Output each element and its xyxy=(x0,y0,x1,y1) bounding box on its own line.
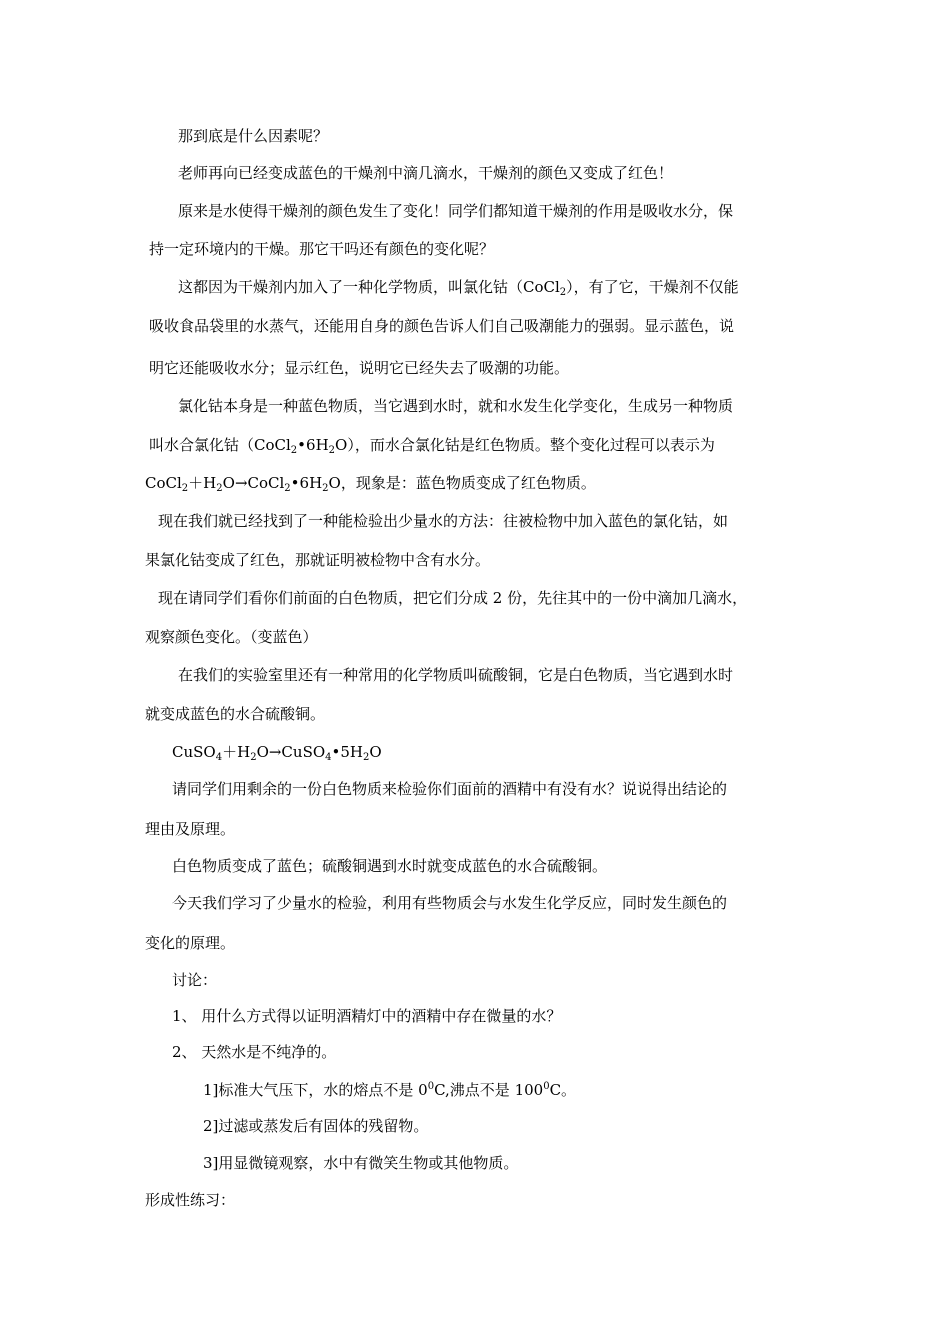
subscript: 4 xyxy=(325,752,332,763)
text-run: ），有了它，干燥剂不仅能 xyxy=(566,278,739,296)
list-item: 2、 天然水是不纯净的。 xyxy=(172,1043,337,1061)
sub-list-item: 2]过滤或蒸发后有固体的残留物。 xyxy=(203,1117,429,1135)
text-line: 在我们的实验室里还有一种常用的化学物质叫硫酸铜，它是白色物质，当它遇到水时 xyxy=(178,666,734,684)
text-line: 现在请同学们看你们前面的白色物质，把它们分成 2 份，先往其中的一份中滴加几滴水， xyxy=(158,589,748,607)
text-line: 吸收食品袋里的水蒸气，还能用自身的颜色告诉人们自己吸潮能力的强弱。显示蓝色，说 xyxy=(149,317,735,335)
subscript: 2 xyxy=(328,445,336,456)
text-line: 观察颜色变化。（变蓝色） xyxy=(145,628,318,646)
text-line: 持一定环境内的干燥。那它干吗还有颜色的变化呢？ xyxy=(149,240,495,258)
text-line: 今天我们学习了少量水的检验，利用有些物质会与水发生化学反应，同时发生颜色的 xyxy=(172,894,728,912)
section-heading: 讨论： xyxy=(172,971,218,989)
text-line: 原来是水使得干燥剂的颜色发生了变化！同学们都知道干燥剂的作用是吸收水分，保 xyxy=(178,202,734,220)
text-line: 就变成蓝色的水合硫酸铜。 xyxy=(145,705,326,723)
text-line: 变化的原理。 xyxy=(145,934,236,952)
text-run: ＋H xyxy=(222,743,251,761)
superscript: 0 xyxy=(543,1081,550,1092)
text-run: •5H xyxy=(331,743,363,761)
text-line xyxy=(149,435,715,455)
list-item: 1、 用什么方式得以证明酒精灯中的酒精中存在微量的水？ xyxy=(172,1007,562,1025)
text-run: 1]标准大气压下，水的熔点不是 0 xyxy=(203,1081,428,1099)
text-line: 老师再向已经变成蓝色的干燥剂中滴几滴水，干燥剂的颜色又变成了红色！ xyxy=(178,164,674,182)
text-line: 果氯化钴变成了红色，那就证明被检物中含有水分。 xyxy=(145,551,491,569)
subscript: 4 xyxy=(215,752,223,763)
text-line: 请同学们用剩余的一份白色物质来检验你们面前的酒精中有没有水？说说得出结论的 xyxy=(172,780,728,798)
text-run: CoCl xyxy=(145,474,182,492)
subscript: 2 xyxy=(559,287,567,298)
section-heading: 形成性练习： xyxy=(145,1191,236,1209)
text-line: 理由及原理。 xyxy=(145,820,236,838)
text-run: 这都因为干燥剂内加入了一种化学物质，叫氯化钴（CoCl xyxy=(178,278,560,296)
text-line: 现在我们就已经找到了一种能检验出少量水的方法：往被检物中加入蓝色的氯化钴，如 xyxy=(158,512,729,530)
text-run: •6H xyxy=(290,474,323,492)
text-run: O xyxy=(369,743,382,761)
superscript: 0 xyxy=(427,1081,435,1092)
text-line: 白色物质变成了蓝色；硫酸铜遇到水时就变成蓝色的水合硫酸铜。 xyxy=(172,857,608,875)
text-run: ＋H xyxy=(188,474,217,492)
subscript: 2 xyxy=(284,483,291,494)
subscript: 2 xyxy=(216,483,223,494)
text-run: 叫水合氯化钴（CoCl xyxy=(149,436,291,454)
chemical-equation xyxy=(172,742,382,762)
text-line: 那到底是什么因素呢？ xyxy=(178,127,329,145)
chemical-equation xyxy=(145,473,596,493)
text-line: 明它还能吸收水分；显示红色，说明它已经失去了吸潮的功能。 xyxy=(149,359,570,377)
subscript: 2 xyxy=(250,752,257,763)
text-run: •6H xyxy=(297,436,329,454)
subscript: 2 xyxy=(363,752,370,763)
text-run: O），而水合氯化钴是红色物质。整个变化过程可以表示为 xyxy=(335,436,715,454)
sub-list-item xyxy=(203,1080,576,1100)
text-run: O→CoCl xyxy=(222,474,285,492)
text-line xyxy=(178,277,739,297)
text-run: O，现象是：蓝色物质变成了红色物质。 xyxy=(328,474,596,492)
subscript: 2 xyxy=(290,445,298,456)
text-run: O→CuSO xyxy=(256,743,326,761)
subscript: 2 xyxy=(181,483,189,494)
sub-list-item: 3]用显微镜观察，水中有微笑生物或其他物质。 xyxy=(203,1154,519,1172)
text-run: CuSO xyxy=(172,743,216,761)
text-run: C,沸点不是 100 xyxy=(434,1081,544,1099)
text-run: C。 xyxy=(549,1081,577,1099)
text-line: 氯化钴本身是一种蓝色物质，当它遇到水时，就和水发生化学变化，生成另一种物质 xyxy=(178,397,734,415)
subscript: 2 xyxy=(322,483,329,494)
